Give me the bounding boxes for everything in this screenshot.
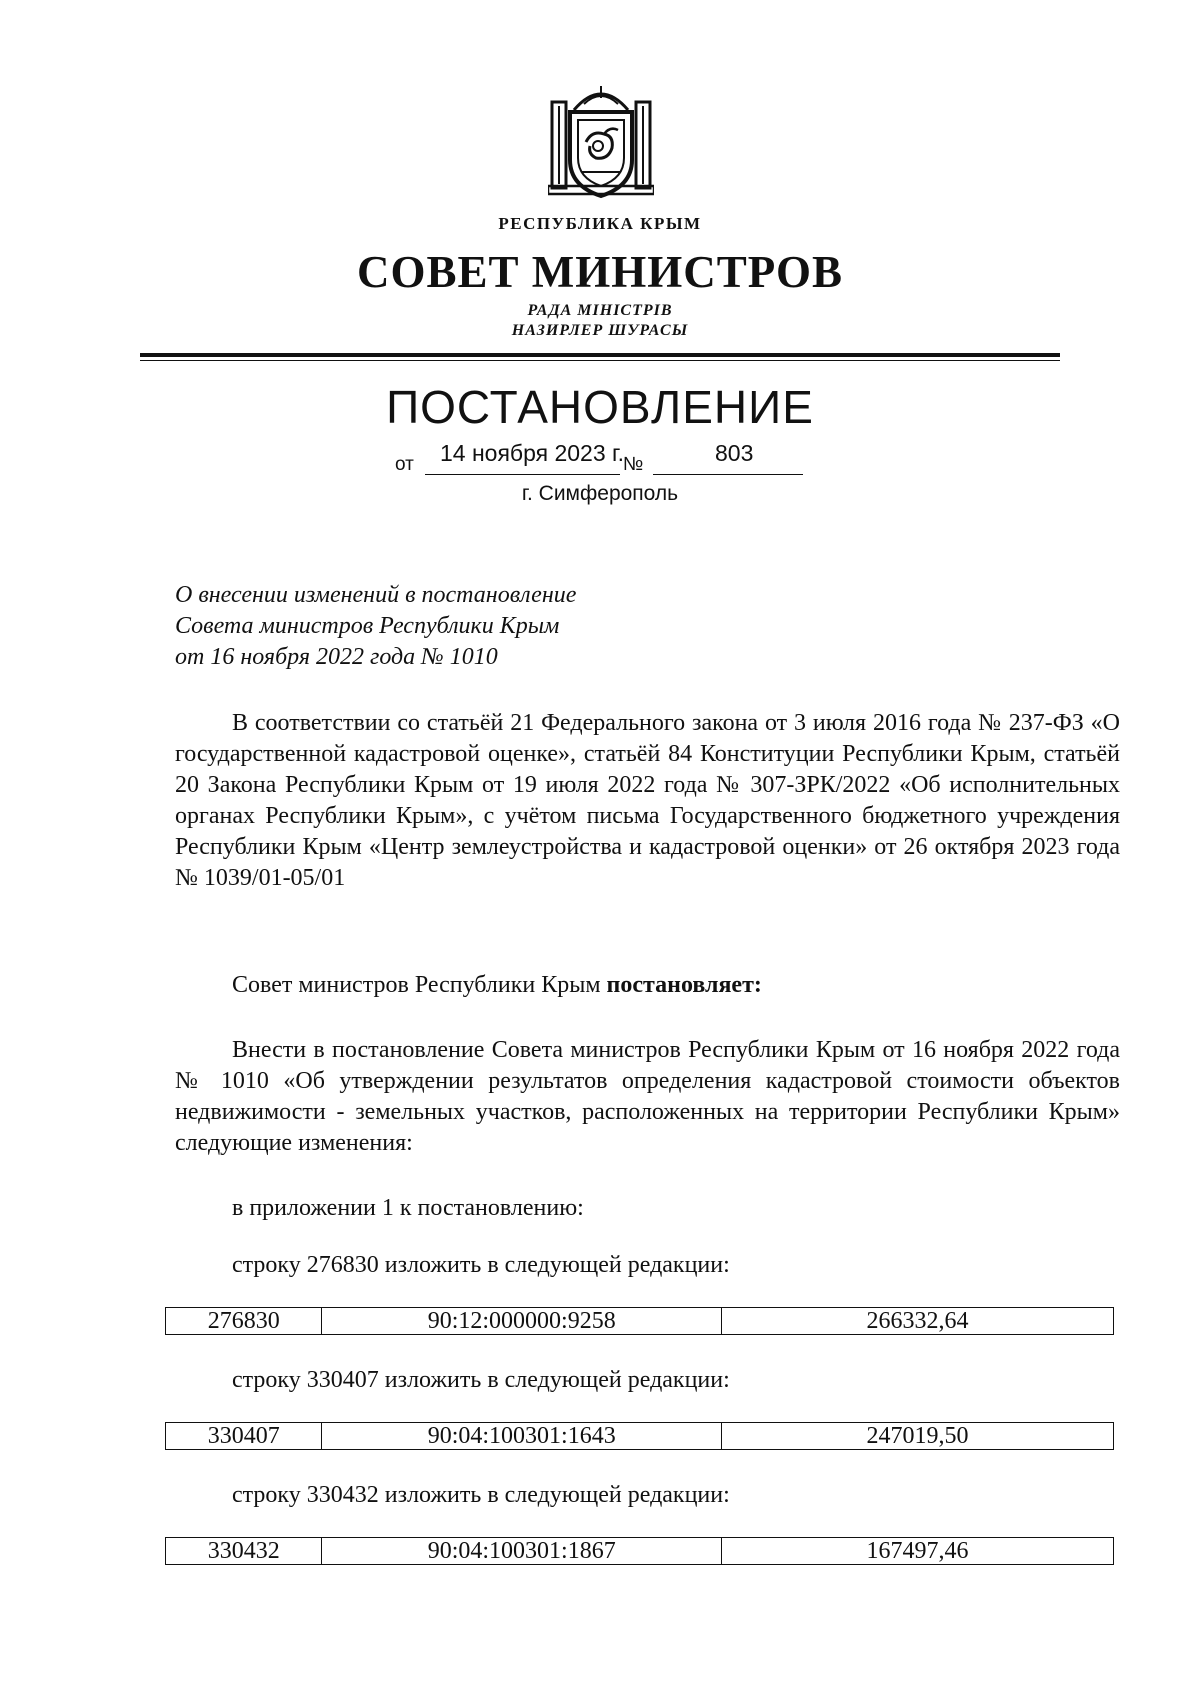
decree-subject [175,580,576,673]
amendment-paragraph: Внести в постановление Совета министров Республики Крым от 16 ноября 2022 года № 1010 «Об утверждении результатов определения кадастровой стоимости объектов недвижимости - земельных участков, расположенных на территории Республики Крым» следующие изменения: [175,1037,1120,1156]
number-prefix: № [623,454,644,475]
decree-number: 803 [715,440,754,466]
council-title-ukrainian: РАДА МІНІСТРІВ [527,302,673,319]
number-underline [653,474,803,475]
date-prefix: от [395,454,414,475]
header-rule-thin [140,360,1060,361]
annex-paragraph: в приложении 1 к постановлению: [232,1195,584,1221]
cadastral-value-cell: 266332,64 [721,1308,1113,1335]
subject-line: О внесении изменений в постановление [175,582,577,608]
table-row [166,1423,1114,1450]
cadastral-number-cell: 90:04:100301:1643 [322,1423,722,1450]
document-type-title: ПОСТАНОВЛЕНИЕ [386,381,814,433]
row-intro: строку 276830 изложить в следующей редакции: [232,1252,730,1278]
row-number-cell: 330407 [166,1423,322,1450]
issue-city: г. Симферополь [521,482,679,505]
crimea-coat-of-arms-icon [548,82,654,200]
council-title-crimean-tatar: НАЗИРЛЕР ШУРАСЫ [511,322,689,339]
subject-line: от 16 ноября 2022 года № 1010 [175,644,498,670]
row-intro: строку 330432 изложить в следующей редакции: [232,1482,730,1508]
table-row [166,1538,1114,1565]
resolves-paragraph [175,970,1120,1001]
cadastral-value-cell: 167497,46 [721,1538,1113,1565]
row-number-cell: 276830 [166,1308,322,1335]
header-rule-thick [140,353,1060,357]
decree-date: 14 ноября 2023 г. [440,440,624,466]
council-title: СОВЕТ МИНИСТРОВ [356,247,844,297]
cadastral-value-cell: 247019,50 [721,1423,1113,1450]
table-row [166,1308,1114,1335]
date-number-line [395,440,815,480]
amended-row-table [165,1422,1114,1450]
preamble-paragraph: В соответствии со статьёй 21 Федерального закона от 3 июля 2016 года № 237-ФЗ «О государственной кадастровой оценке», статьёй 84 Конституции Республики Крым, статьёй 20 Закона Республики Крым от 19 июля 2022 года № 307-ЗРК/2022 «Об исполнительных органах Республики Крым», с учётом письма Государственного бюджетного учреждения Республики Крым «Центр землеустройства и кадастровой оценки» от 26 октября 2023 года № 1039/01-05/01 [175,710,1120,891]
resolves-keyword: постановляет: [606,972,762,998]
amended-row-table [165,1307,1114,1335]
cadastral-number-cell: 90:04:100301:1867 [322,1538,722,1565]
row-number-cell: 330432 [166,1538,322,1565]
resolves-text: Совет министров Республики Крым [232,972,607,998]
cadastral-number-cell: 90:12:000000:9258 [322,1308,722,1335]
republic-name: РЕСПУБЛИКА КРЫМ [498,214,702,233]
amended-row-table [165,1537,1114,1565]
subject-line: Совета министров Республики Крым [175,613,560,639]
row-intro: строку 330407 изложить в следующей редакции: [232,1367,730,1393]
date-underline [425,474,620,475]
